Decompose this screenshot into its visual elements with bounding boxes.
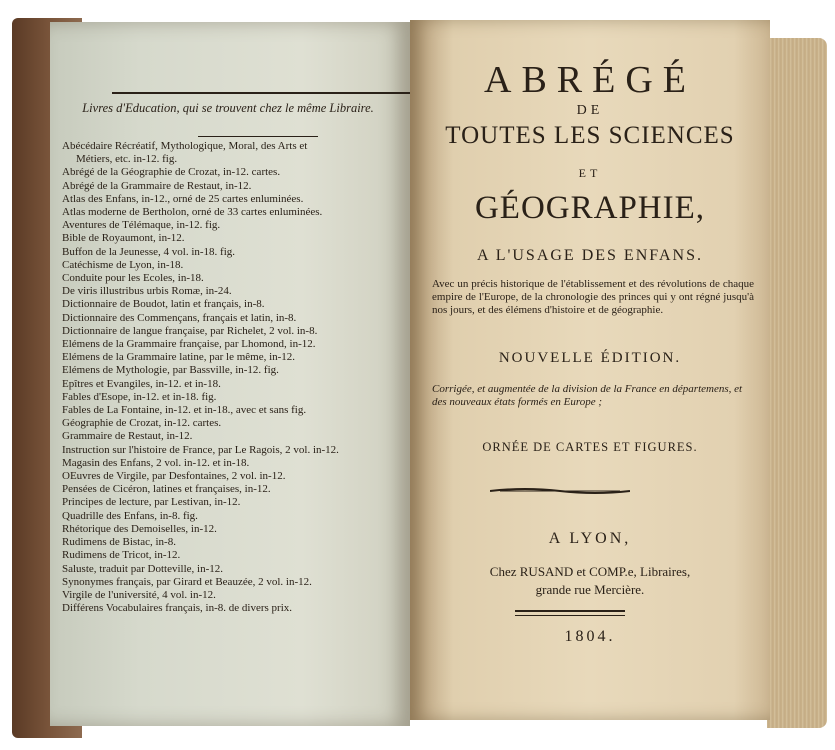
- book-list-item: [62, 232, 410, 245]
- book-title: Fables d'Esope, in-12. et in-18. fig.: [62, 390, 217, 403]
- book-title: Pensées de Cicéron, latines et françaises, in-12.: [62, 483, 271, 496]
- book-list-item: [62, 140, 410, 166]
- edition-label: NOUVELLE ÉDITION.: [498, 350, 682, 366]
- book-list-item: [62, 549, 410, 562]
- book-list-item: [62, 536, 410, 549]
- book-list-item: [62, 259, 410, 272]
- imprint-rule-top: [515, 610, 625, 612]
- corrigee-note: Corrigée, et augmentée de la division de la France en départemens, et des nouveaux états formés en Europe ;: [432, 383, 743, 408]
- book-title: Saluste, traduit par Dotteville, in-12.: [62, 562, 223, 575]
- book-title: OEuvres de Virgile, par Desfontaines, 2 vol. in-12.: [62, 470, 286, 483]
- book-title: Géographie de Crozat, in-12. cartes.: [62, 417, 222, 430]
- title-et: ET: [578, 166, 602, 180]
- book-title: Dictionnaire de Boudot, latin et français, in-8.: [62, 298, 265, 311]
- title-de: DE: [576, 103, 604, 118]
- book-list-item: [62, 589, 410, 602]
- page-block-edge: [767, 38, 827, 728]
- book-title: Aventures de Télémaque, in-12. fig.: [62, 219, 221, 232]
- book-title: Atlas des Enfans, in-12., orné de 25 cartes enluminées.: [62, 192, 304, 205]
- book-list: [62, 140, 410, 615]
- book-list-item: [62, 193, 410, 206]
- header-underline: [198, 136, 318, 137]
- book-list-item: [62, 496, 410, 509]
- publisher-line-2: grande rue Mercière.: [535, 582, 645, 597]
- book-title: Catéchisme de Lyon, in-18.: [62, 258, 184, 271]
- book-list-item: [62, 602, 410, 615]
- book-list-item: [62, 272, 410, 285]
- book-list-item: [62, 338, 410, 351]
- book-list-header: Livres d'Education, qui se trouvent chez le même Libraire.: [82, 101, 374, 115]
- book-title: Elémens de la Grammaire française, par Lhomond, in-12.: [62, 338, 316, 351]
- book-list-item: [62, 470, 410, 483]
- imprint-rule-bottom: [515, 615, 625, 616]
- book-list-item: [62, 444, 410, 457]
- book-title-continuation: Métiers, etc. in-12. fig.: [76, 153, 178, 166]
- imprint-year: 1804.: [564, 628, 616, 645]
- book-list-item: [62, 180, 410, 193]
- book-title: Quadrille des Enfans, in-8. fig.: [62, 509, 198, 522]
- book-title: Différens Vocabulaires français, in-8. de divers prix.: [62, 602, 293, 615]
- book-list-item: [62, 576, 410, 589]
- book-title: Epîtres et Evangiles, in-12. et in-18.: [62, 377, 221, 390]
- book-title: De viris illustribus urbis Romæ, in-24.: [62, 285, 232, 298]
- book-title: Abécédaire Récréatif, Mythologique, Moral, des Arts et: [62, 140, 308, 152]
- book-list-item: [62, 219, 410, 232]
- book-list-item: [62, 378, 410, 391]
- book-title: Virgile de l'université, 4 vol. in-12.: [62, 588, 216, 601]
- book-list-item: [62, 312, 410, 325]
- title-geographie: GÉOGRAPHIE,: [474, 190, 706, 226]
- book-title: Elémens de Mythologie, par Bassville, in-12. fig.: [62, 364, 279, 377]
- publisher-line-1: Chez RUSAND et COMP.e, Libraires,: [489, 564, 691, 579]
- book-list-item: [62, 298, 410, 311]
- book-list-item: [62, 510, 410, 523]
- book-title: Atlas moderne de Bertholon, orné de 33 cartes enluminées.: [62, 206, 323, 219]
- title-usage: A L'USAGE DES ENFANS.: [477, 247, 703, 264]
- book-list-item: [62, 325, 410, 338]
- book-list-item: [62, 351, 410, 364]
- book-title: Dictionnaire de langue française, par Richelet, 2 vol. in-8.: [62, 324, 318, 337]
- book-title: Dictionnaire des Commençans, français et latin, in-8.: [62, 311, 297, 324]
- book-list-item: [62, 457, 410, 470]
- title-abrege: ABRÉGÉ: [484, 59, 696, 101]
- book-title: Instruction sur l'histoire de France, par Le Ragois, 2 vol. in-12.: [62, 443, 339, 456]
- title-description: Avec un précis historique de l'établissement et des révolutions de chaque empire de l'Europe, de la chronologie des princes qui y ont régné jusqu'à nos jours, et des élémens d'histoire et de géographie.: [432, 278, 754, 316]
- book-title: Conduite pour les Ecoles, in-18.: [62, 272, 204, 285]
- book-title: Synonymes français, par Girard et Beauzée, 2 vol. in-12.: [62, 575, 312, 588]
- title-sciences: TOUTES LES SCIENCES: [445, 122, 735, 149]
- book-list-item: [62, 206, 410, 219]
- book-title: Magasin des Enfans, 2 vol. in-12. et in-18.: [62, 456, 250, 469]
- ornament-divider: [490, 486, 630, 496]
- header-rule: [112, 92, 410, 94]
- imprint-publisher: [425, 563, 755, 599]
- book-list-item: [62, 523, 410, 536]
- book-title: Abrégé de la Géographie de Crozat, in-12. cartes.: [62, 166, 281, 179]
- book-list-item: [62, 246, 410, 259]
- book-title: Rudimens de Bistac, in-8.: [62, 536, 176, 549]
- book-list-item: [62, 563, 410, 576]
- book-title: Elémens de la Grammaire latine, par le même, in-12.: [62, 351, 296, 364]
- book-list-item: [62, 483, 410, 496]
- book-title: Abrégé de la Grammaire de Restaut, in-12.: [62, 179, 252, 192]
- book-list-item: [62, 166, 410, 179]
- book-title: Rudimens de Tricot, in-12.: [62, 549, 181, 562]
- book-title: Bible de Royaumont, in-12.: [62, 232, 185, 245]
- ornee-line: ORNÉE DE CARTES ET FIGURES.: [482, 440, 698, 454]
- book-list-item: [62, 430, 410, 443]
- book-title: Principes de lecture, par Lestivan, in-12.: [62, 496, 241, 509]
- book-title: Fables de La Fontaine, in-12. et in-18., avec et sans fig.: [62, 404, 307, 417]
- book-title: Rhétorique des Demoiselles, in-12.: [62, 522, 217, 535]
- book-list-item: [62, 364, 410, 377]
- book-title: Grammaire de Restaut, in-12.: [62, 430, 193, 443]
- book-list-item: [62, 417, 410, 430]
- book-title: Buffon de la Jeunesse, 4 vol. in-18. fig.: [62, 245, 236, 258]
- book-list-item: [62, 285, 410, 298]
- book-list-item: [62, 391, 410, 404]
- book-list-item: [62, 404, 410, 417]
- imprint-city: A LYON,: [548, 530, 632, 547]
